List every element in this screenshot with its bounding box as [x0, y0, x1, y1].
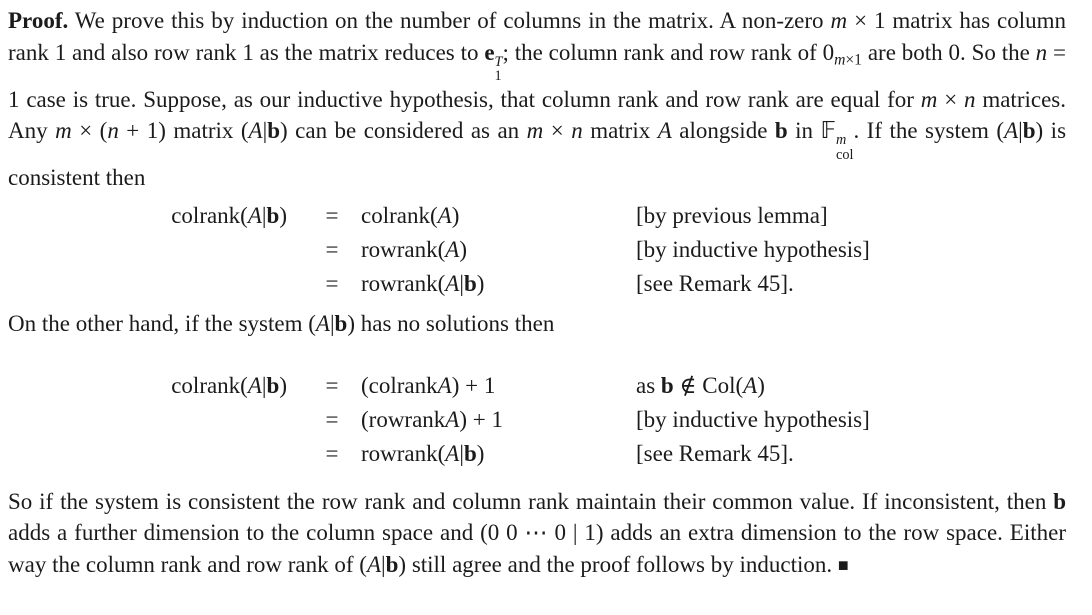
text-run: are both 0. So the	[862, 39, 1036, 65]
text-run: b	[266, 202, 280, 228]
text-run: ×	[937, 86, 965, 112]
text-run: )	[476, 440, 485, 466]
text-run: b	[463, 270, 477, 296]
text-run: b	[1022, 118, 1036, 144]
text-run: A	[247, 372, 262, 398]
text-run: A	[437, 202, 452, 228]
superscript-subscript-stack: T 1	[494, 53, 503, 85]
text-run: m	[920, 86, 938, 112]
text-run: A	[445, 406, 460, 432]
text-run: ×1	[845, 50, 862, 68]
equation-rhs	[361, 233, 636, 267]
text-run: n	[964, 86, 976, 112]
text-run: = 1 case is true. Suppose, as our inductive hypothesis, that column rank and row rank are equal for	[8, 39, 1066, 112]
text-run: A	[445, 270, 460, 296]
text-run: n	[1035, 39, 1048, 65]
text-run: b	[660, 372, 674, 398]
equation-row	[8, 233, 1066, 267]
text-run: )	[451, 202, 460, 228]
text-run: adds a further dimension to the column space and (0 0 ⋯ 0 | 1) adds an extra dimension to the row space. Either way the column rank and row rank of (	[8, 520, 1066, 577]
proof-intro-paragraph	[8, 5, 1066, 194]
text-run: ) can be considered as an	[280, 118, 527, 144]
equation-justification	[636, 437, 1066, 471]
equation-rhs	[361, 267, 636, 301]
qed-square-icon: ■	[837, 554, 849, 575]
text-run: b	[334, 310, 348, 336]
text-run: |	[261, 372, 267, 398]
equals-sign: =	[325, 202, 339, 228]
text-run: . If the system (	[853, 118, 1005, 144]
equation-lhs	[8, 403, 303, 437]
equation-row	[8, 437, 1066, 471]
text-run: )	[757, 372, 765, 398]
text-run: ) is consistent then	[8, 118, 1067, 191]
equation-justification	[636, 233, 1066, 267]
text-run: We prove this by induction on the number of columns in the matrix. A non-zero	[68, 8, 831, 33]
text-run: A	[247, 202, 262, 228]
text-run: ∉ Col(	[673, 372, 744, 398]
text-run: n	[571, 118, 583, 144]
text-run: [by inductive hypothesis]	[636, 406, 870, 432]
text-run: A	[366, 551, 381, 577]
text-run: rowrank(	[361, 270, 446, 296]
equals-sign: =	[325, 440, 339, 466]
text-run: matrices. Any	[8, 86, 1066, 144]
consistent-case-equations	[8, 199, 1066, 301]
equation-lhs	[8, 199, 303, 233]
equation-rhs	[361, 403, 636, 437]
text-run: m	[526, 118, 544, 144]
equals-sign: =	[325, 270, 339, 296]
equals-sign: =	[325, 406, 339, 432]
text-run: |	[459, 440, 464, 466]
text-run: n	[107, 118, 119, 144]
equation-justification	[636, 267, 1066, 301]
equation-row	[8, 267, 1066, 301]
text-run: [by inductive hypothesis]	[636, 236, 870, 262]
equation-justification	[636, 199, 1066, 233]
text-run: [by previous lemma]	[636, 202, 828, 228]
text-run: b	[267, 118, 281, 144]
equation-lhs	[8, 437, 303, 471]
text-run: A	[315, 310, 330, 336]
equation-lhs	[8, 369, 303, 403]
text-run: )	[279, 202, 287, 228]
text-run: rowrank(	[361, 236, 446, 262]
text-run: |	[329, 310, 335, 336]
text-run: )	[279, 372, 287, 398]
text-run: A	[1004, 118, 1019, 144]
text-run: b	[463, 440, 477, 466]
text-run: colrank(	[171, 202, 248, 228]
text-run: A	[743, 372, 758, 398]
equation-justification	[636, 403, 1066, 437]
text-run: alongside	[671, 118, 775, 144]
superscript-subscript-stack: m col	[836, 132, 854, 163]
equation-lhs	[8, 233, 303, 267]
text-run: rowrank(	[361, 440, 446, 466]
text-run: )	[476, 270, 485, 296]
equation-lhs	[8, 267, 303, 301]
text-run: m	[830, 8, 848, 33]
text-run: b	[1053, 488, 1066, 514]
equation-rhs	[361, 437, 636, 471]
text-run: A	[657, 118, 672, 144]
text-run: as	[636, 372, 661, 398]
equation-row	[8, 199, 1066, 233]
text-run: colrank(	[361, 202, 438, 228]
inconsistent-case-equations	[8, 369, 1066, 471]
text-run: |	[459, 270, 464, 296]
text-run: So if the system is consistent the row rank and column rank maintain their common value. If inconsistent, then	[8, 488, 1054, 514]
equation-row	[8, 403, 1066, 437]
text-run: (rowrank	[361, 406, 446, 432]
text-run: ) + 1	[459, 406, 503, 432]
text-run: A	[248, 118, 263, 144]
text-run: e	[484, 39, 495, 65]
equals-sign: =	[325, 236, 339, 262]
equals-sign: =	[325, 372, 339, 398]
text-run: |	[381, 551, 386, 577]
text-run: |	[1018, 118, 1023, 144]
text-run: A	[445, 236, 460, 262]
text-run: b	[774, 118, 788, 144]
text-run: 𝔽	[820, 118, 837, 145]
no-solutions-paragraph	[8, 308, 1066, 340]
equation-rhs	[361, 369, 636, 403]
text-run: Proof.	[8, 8, 69, 33]
text-run: + 1) matrix (	[118, 118, 249, 144]
text-run: A	[437, 372, 452, 398]
text-run: b	[385, 551, 399, 577]
text-run: |	[261, 202, 267, 228]
equation-justification	[636, 369, 1066, 403]
text-run: matrix	[582, 118, 658, 144]
text-run: b	[266, 372, 280, 398]
text-run: ×	[543, 118, 572, 144]
conclusion-paragraph	[8, 486, 1066, 582]
text-run: A	[445, 440, 460, 466]
text-run: m	[834, 50, 846, 68]
text-run: |	[262, 118, 268, 144]
text-run: m	[55, 118, 72, 144]
text-run: (colrank	[361, 372, 438, 398]
text-run: ; the column rank and row rank of 0	[502, 39, 835, 65]
text-run: × (	[71, 118, 108, 144]
text-run: [see Remark 45].	[636, 440, 794, 466]
text-run: ) has no solutions then	[347, 310, 555, 336]
equation-rhs	[361, 199, 636, 233]
text-run: )	[459, 236, 468, 262]
text-run: [see Remark 45].	[636, 270, 794, 296]
text-run: colrank(	[171, 372, 248, 398]
equation-row	[8, 369, 1066, 403]
text-run: × 1 matrix has column rank 1 and also row rank 1 as the matrix reduces to	[8, 8, 1066, 65]
text-run: On the other hand, if the system (	[8, 310, 316, 336]
text-run: ) + 1	[451, 372, 496, 398]
text-run: ) still agree and the proof follows by induction.	[398, 551, 838, 577]
text-run: in	[787, 118, 821, 144]
